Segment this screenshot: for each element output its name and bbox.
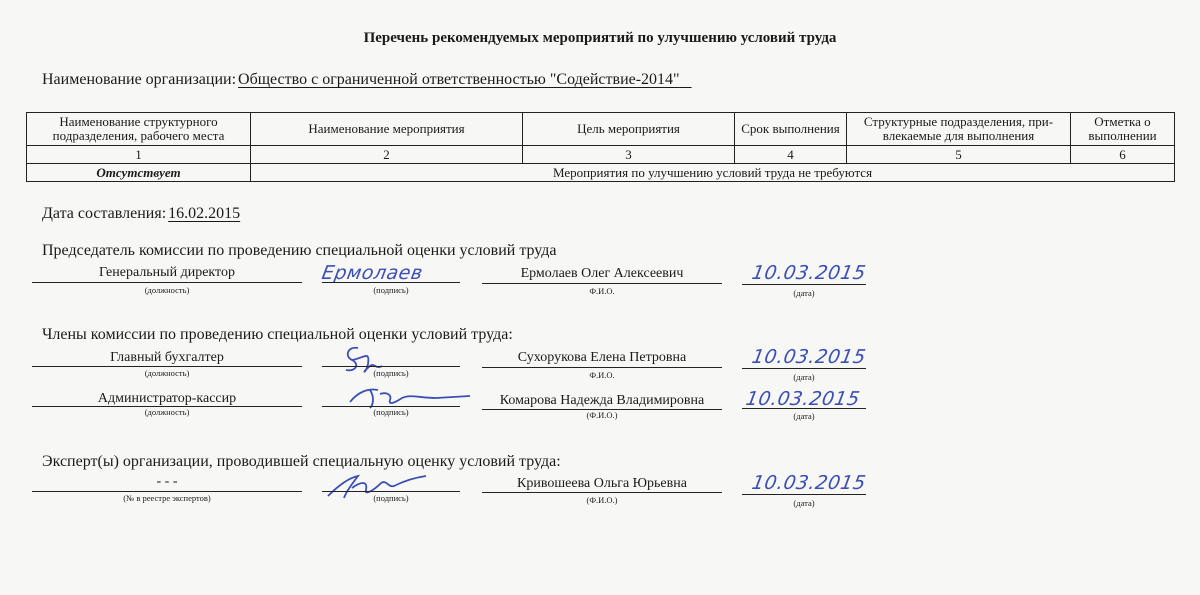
- expert-registry-number: - - -: [156, 474, 178, 489]
- member-date: 10.03.2015: [750, 346, 868, 368]
- chairman-name-line: [482, 283, 722, 284]
- member-name: Комарова Надежда Владимировна: [499, 393, 705, 408]
- expert-heading: Эксперт(ы) организации, проводившей специальную оценку условий труда:: [42, 453, 561, 470]
- table-number-cell: 5: [847, 146, 1071, 164]
- member-position-caption: (должность): [144, 407, 190, 417]
- expert-signature-line: [322, 491, 460, 492]
- expert-signature-caption: (подпись): [373, 493, 409, 503]
- organization-line: [42, 71, 692, 89]
- chairman-signature: Ермолаев: [320, 262, 425, 284]
- member-date-line: [742, 368, 866, 369]
- table-number-cell: 6: [1071, 146, 1175, 164]
- member-position: Администратор-кассир: [97, 391, 237, 406]
- member-name-caption: (Ф.И.О.): [586, 410, 618, 420]
- member-position-line: [32, 366, 302, 367]
- compiled-date-line: [42, 205, 240, 223]
- member-name-line: [482, 367, 722, 368]
- expert-name: Кривошеева Ольга Юрьевна: [517, 476, 687, 491]
- expert-name-caption: (Ф.И.О.): [586, 495, 618, 505]
- chairman-position-caption: (должность): [144, 285, 190, 295]
- chairman-date-caption: (дата): [793, 288, 815, 298]
- chairman-signature-caption: (подпись): [373, 285, 409, 295]
- chairman-position-line: [32, 282, 302, 283]
- member-date-caption: (дата): [793, 411, 815, 421]
- table-header-row: [27, 113, 1175, 146]
- chairman-name-caption: Ф.И.О.: [589, 286, 615, 296]
- table-number-cell: 1: [27, 146, 251, 164]
- member-date-line: [742, 408, 866, 409]
- organization-underline: [680, 71, 692, 88]
- expert-name-line: [482, 492, 722, 493]
- organization-label: Наименование организации:: [42, 71, 237, 88]
- chairman-signature-line: [322, 282, 460, 283]
- expert-date-caption: (дата): [793, 498, 815, 508]
- table-number-cell: 2: [251, 146, 523, 164]
- chairman-heading: Председатель комиссии по проведению специальной оценки условий труда: [42, 242, 557, 259]
- member-name: Сухорукова Елена Петровна: [517, 350, 687, 365]
- member-date: 10.03.2015: [744, 388, 862, 410]
- expert-date: 10.03.2015: [750, 472, 868, 494]
- member-date-caption: (дата): [793, 372, 815, 382]
- expert-registry-line: [32, 491, 302, 492]
- expert-registry-caption: (№ в реестре экспертов): [123, 493, 211, 503]
- table-number-cell: 3: [523, 146, 735, 164]
- table-note-cell: Мероприятия по улучшению условий труда не требуются: [251, 164, 1175, 182]
- table-number-row: [27, 146, 1175, 164]
- member-position-caption: (должность): [144, 368, 190, 378]
- member-position: Главный бухгалтер: [110, 350, 224, 365]
- measures-table: [26, 112, 1175, 182]
- table-header-cell: Наименование мероприятия: [251, 113, 523, 146]
- table-header-cell: Отметка о выполнении: [1071, 113, 1175, 146]
- chairman-name: Ермолаев Олег Алексеевич: [520, 266, 684, 281]
- table-department-cell: Отсутствует: [27, 164, 251, 182]
- expert-date-line: [742, 494, 866, 495]
- table-header-cell: Цель мероприятия: [523, 113, 735, 146]
- organization-name: Общество с ограниченной ответственностью "Содействие-2014": [238, 71, 680, 88]
- table-number-cell: 4: [735, 146, 847, 164]
- chairman-date: 10.03.2015: [750, 262, 868, 284]
- chairman-position: Генеральный директор: [99, 265, 235, 280]
- member-signature-caption: (подпись): [373, 368, 409, 378]
- compiled-date-value: 16.02.2015: [168, 205, 241, 222]
- table-header-cell: Структурные подразделения, при-влекаемые для выполнения: [847, 113, 1071, 146]
- member-signature-line: [322, 366, 460, 367]
- chairman-date-line: [742, 284, 866, 285]
- member-signature-caption: (подпись): [373, 407, 409, 417]
- table-header-cell: Срок выполнения: [735, 113, 847, 146]
- member-name-caption: Ф.И.О.: [589, 370, 615, 380]
- members-heading: Члены комиссии по проведению специальной оценки условий труда:: [42, 326, 513, 343]
- table-header-cell: Наименование структурного подразделения, рабочего места: [27, 113, 251, 146]
- document-title: Перечень рекомендуемых мероприятий по улучшению условий труда: [363, 30, 837, 46]
- compiled-date-label: Дата составления:: [42, 205, 167, 222]
- table-row: [27, 164, 1175, 182]
